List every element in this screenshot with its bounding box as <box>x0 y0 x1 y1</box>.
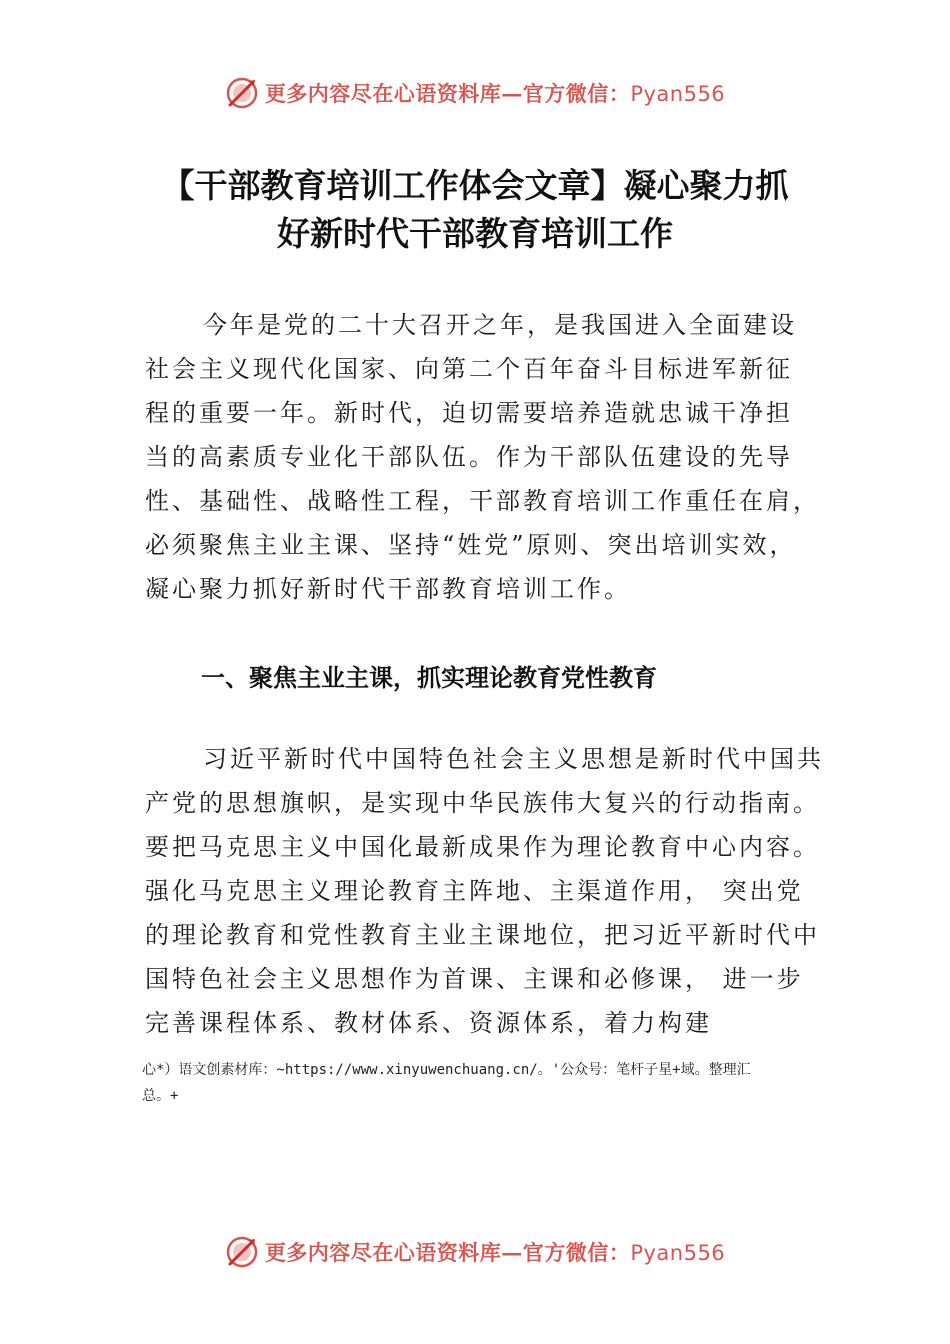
brush-logo-icon <box>225 1235 259 1269</box>
note-line: 总。+ <box>142 1088 179 1104</box>
paragraph-line: 当的高素质专业化干部队伍。作为干部队伍建设的先导 <box>145 443 793 471</box>
section-heading: 一、聚焦主业主课，抓实理论教育党性教育 <box>201 664 657 692</box>
paragraph-line: 完善课程体系、教材体系、资源体系，着力构建 <box>145 1009 712 1037</box>
paragraph-line: 社会主义现代化国家、向第二个百年奋斗目标进军新征 <box>145 355 793 383</box>
title-line: 好新时代干部教育培训工作 <box>277 214 673 253</box>
footer-watermark <box>0 1232 950 1272</box>
title-line: 【干部教育培训工作体会文章】凝心聚力抓 <box>161 166 789 205</box>
paragraph-line: 要把马克思主义中国化最新成果作为理论教育中心内容。 <box>145 833 820 861</box>
watermark-text: 更多内容尽在心语资料库—官方微信：Pyan556 <box>264 1240 726 1265</box>
source-note <box>142 1057 842 1109</box>
header-watermark <box>0 73 950 113</box>
intro-paragraph <box>145 303 825 611</box>
brush-logo-icon <box>225 76 259 110</box>
watermark-text: 更多内容尽在心语资料库—官方微信：Pyan556 <box>264 81 726 106</box>
paragraph-line: 性、基础性、战略性工程，干部教育培训工作重任在肩， <box>145 487 820 515</box>
paragraph-line: 国特色社会主义思想作为首课、主课和必修课， 进一步 <box>145 965 804 993</box>
paragraph-line: 强化马克思主义理论教育主阵地、主渠道作用， 突出党 <box>145 877 804 905</box>
paragraph-line: 程的重要一年。新时代，迫切需要培养造就忠诚干净担 <box>145 399 793 427</box>
paragraph-line: 凝心聚力抓好新时代干部教育培训工作。 <box>145 575 631 603</box>
paragraph-line: 必须聚焦主业主课、坚持“姓党”原则、突出培训实效， <box>145 531 797 559</box>
paragraph-line: 的理论教育和党性教育主业主课地位，把习近平新时代中 <box>145 921 820 949</box>
paragraph-line: 今年是党的二十大召开之年，是我国进入全面建设 <box>203 311 797 339</box>
note-line: 心*）语文创素材库：~https://www.xinyuwenchuang.cn/。'公众号：笔杆子星+域。整理汇 <box>142 1062 751 1078</box>
paragraph-line: 习近平新时代中国特色社会主义思想是新时代中国共 <box>203 745 824 773</box>
section-paragraph <box>145 737 825 1045</box>
paragraph-line: 产党的思想旗帜，是实现中华民族伟大复兴的行动指南。 <box>145 789 820 817</box>
document-title <box>120 162 830 258</box>
